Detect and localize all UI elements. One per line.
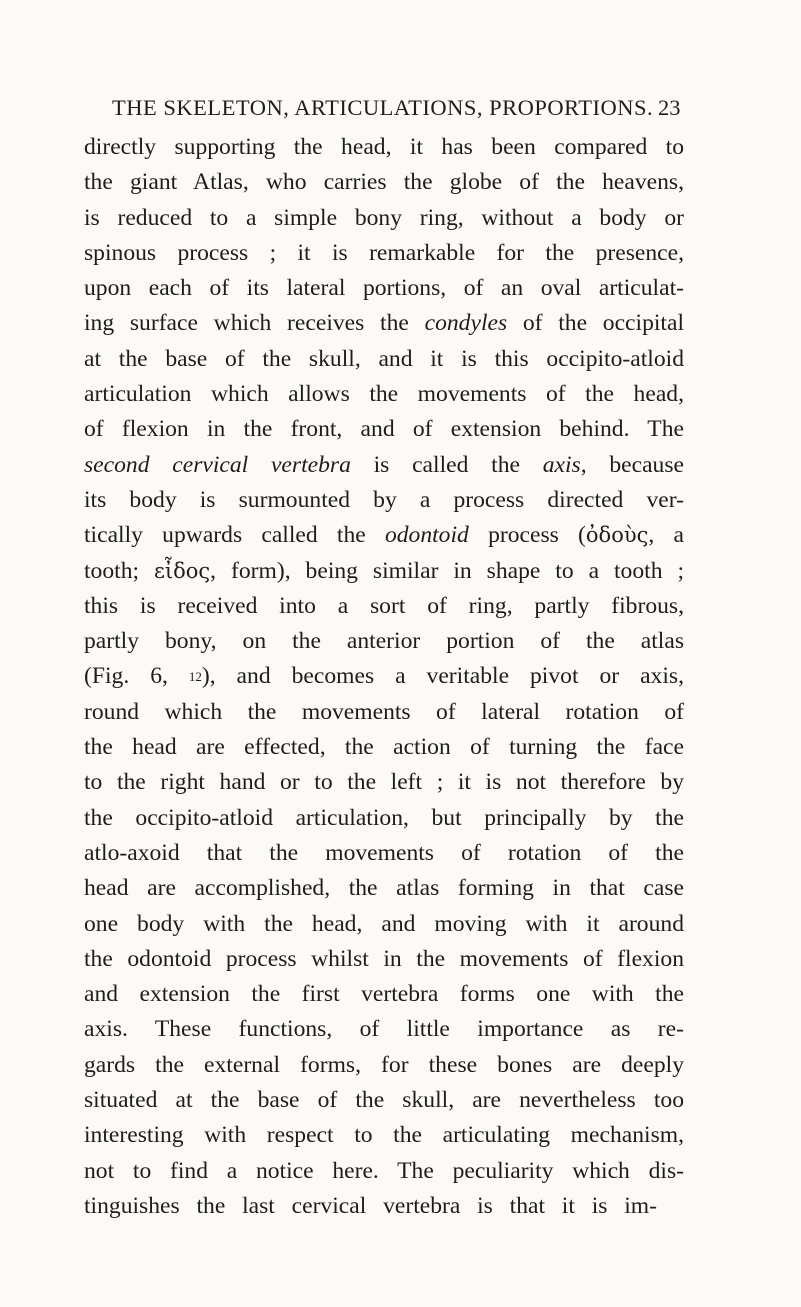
text-line — [84, 624, 684, 659]
text-segment: the head are effected, the action of turning the face — [84, 734, 684, 761]
text-line — [84, 1118, 684, 1153]
greek-word: ὀδοὺς — [585, 523, 649, 548]
text-line — [84, 448, 684, 483]
body-text — [84, 130, 684, 1224]
text-segment: atlo-axoid that the movements of rotation of the — [84, 839, 684, 866]
text-segment: , form), being similar in shape to a tooth ; — [210, 557, 684, 584]
text-line — [84, 554, 684, 589]
text-segment: the occipito-atloid articulation, but principally by the — [84, 804, 684, 831]
text-segment: and extension the first vertebra forms one with the — [84, 981, 684, 1008]
text-line — [84, 907, 684, 942]
text-segment: upon each of its lateral portions, of an oval articulat- — [84, 275, 684, 302]
text-line — [84, 130, 684, 165]
greek-word: εἶδος — [154, 558, 211, 583]
text-segment: tinguishes the last cervical vertebra is that it is im- — [84, 1192, 657, 1219]
text-segment: , because — [580, 451, 685, 478]
text-segment: (Fig. 6, — [84, 663, 189, 690]
text-line — [84, 765, 684, 800]
italic-term: axis — [542, 451, 581, 478]
text-line — [84, 377, 684, 412]
italic-term: condyles — [424, 310, 508, 337]
text-segment: one body with the head, and moving with it around — [84, 910, 684, 937]
text-line — [84, 412, 684, 447]
text-segment: partly bony, on the anterior portion of the atlas — [84, 628, 684, 655]
text-segment: the giant Atlas, who carries the globe of the heavens, — [84, 169, 684, 196]
text-segment: spinous process ; it is remarkable for the presence, — [84, 239, 684, 266]
running-head: THE SKELETON, ARTICULATIONS, PROPORTIONS. — [112, 95, 654, 120]
text-line — [84, 977, 684, 1012]
text-line — [84, 942, 684, 977]
text-segment: directly supporting the head, it has been compared to — [84, 134, 684, 160]
text-segment: is called the — [350, 451, 543, 478]
text-line — [84, 730, 684, 765]
text-line — [84, 1083, 684, 1118]
text-line — [84, 589, 684, 624]
text-segment: tically upwards called the — [84, 522, 385, 549]
text-line — [84, 1154, 684, 1189]
text-segment: interesting with respect to the articulating mechanism, — [84, 1122, 684, 1149]
text-line — [84, 165, 684, 200]
text-line — [84, 306, 684, 341]
text-line — [84, 271, 684, 306]
page-header — [0, 95, 801, 125]
text-line — [84, 695, 684, 730]
text-segment: process ( — [468, 522, 586, 549]
text-segment: articulation which allows the movements of the head, — [84, 381, 684, 408]
text-segment: head are accomplished, the atlas forming in that case — [84, 875, 684, 902]
text-segment: is reduced to a simple bony ring, without a body or — [84, 204, 684, 231]
text-line — [84, 236, 684, 271]
text-segment: to the right hand or to the left ; it is not therefore by — [84, 769, 684, 796]
text-segment: of flexion in the front, and of extension behind. The — [84, 416, 684, 443]
text-line — [84, 801, 684, 836]
italic-term: second cervical vertebra — [84, 451, 351, 478]
text-segment: its body is surmounted by a process directed ver- — [84, 486, 684, 513]
text-line — [84, 1012, 684, 1047]
text-segment: axis. These functions, of little importance as re- — [84, 1016, 684, 1043]
page-number: 23 — [658, 95, 681, 120]
text-segment: round which the movements of lateral rotation of — [84, 698, 684, 725]
text-segment: situated at the base of the skull, are nevertheless too — [84, 1087, 684, 1114]
text-line — [84, 342, 684, 377]
text-line — [84, 1189, 657, 1224]
text-line — [84, 518, 684, 553]
text-segment: this is received into a sort of ring, partly fibrous, — [84, 592, 684, 619]
text-line — [84, 483, 684, 518]
text-line — [84, 1048, 684, 1083]
text-line — [84, 871, 684, 906]
text-segment: gards the external forms, for these bones are deeply — [84, 1051, 684, 1078]
text-segment: tooth; — [84, 557, 154, 584]
text-line — [84, 659, 684, 694]
text-segment: , a — [648, 522, 684, 549]
figure-reference: 12 — [188, 669, 202, 685]
italic-term: odontoid — [384, 522, 469, 549]
text-line — [84, 201, 684, 236]
text-segment: ), and becomes a veritable pivot or axis, — [201, 663, 684, 690]
text-segment: not to find a notice here. The peculiarity which dis- — [84, 1157, 684, 1184]
text-line — [84, 836, 684, 871]
text-segment: of the occipital — [507, 310, 685, 337]
text-segment: ing surface which receives the — [84, 310, 425, 337]
text-segment: at the base of the skull, and it is this occipito-atloid — [84, 345, 684, 372]
text-segment: the odontoid process whilst in the movements of flexion — [84, 945, 684, 972]
